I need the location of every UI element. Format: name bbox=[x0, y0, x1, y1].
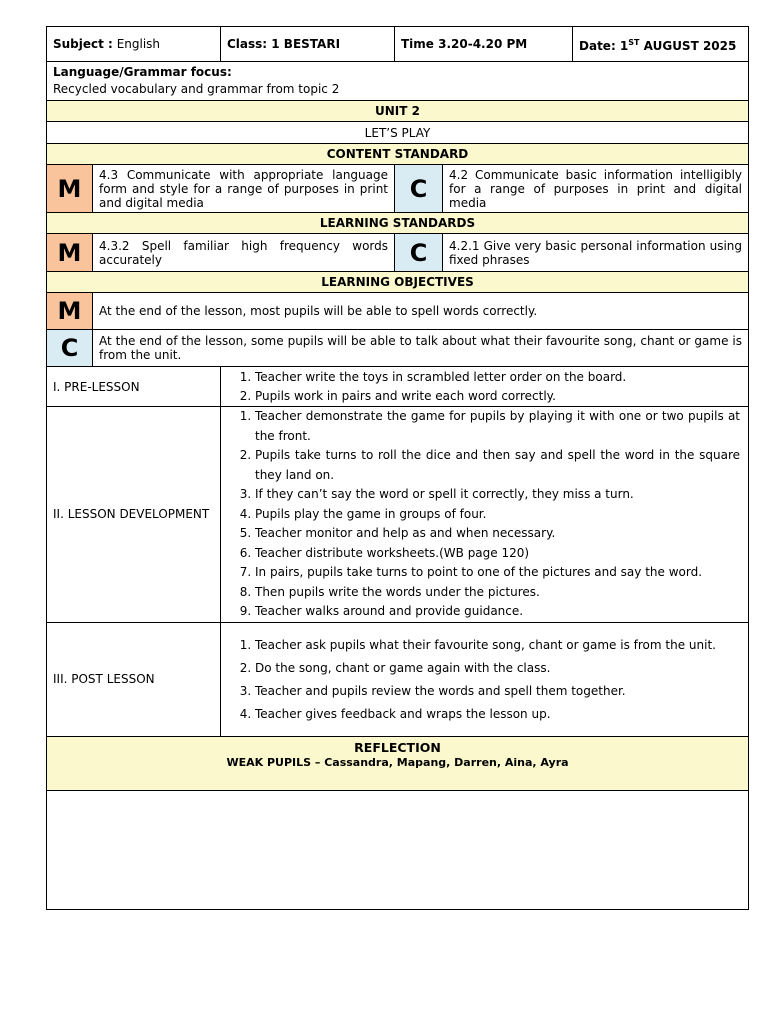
list-item: 1. Teacher demonstrate the game for pupils by playing it with one or two pupils at the front. bbox=[255, 407, 740, 446]
lesson-plan-sheet bbox=[46, 26, 748, 910]
list-item: 3. Teacher and pupils review the words and spell them together. bbox=[255, 681, 740, 701]
weak-pupils-text: WEAK PUPILS – Cassandra, Mapang, Darren, Aina, Ayra bbox=[226, 755, 569, 769]
lesson-plan-table bbox=[46, 26, 749, 910]
objective-c-text: At the end of the lesson, some pupils will be able to talk about what their favourite song, chant or game is from the unit. bbox=[93, 330, 749, 367]
list-item: 5. Teacher monitor and help as and when necessary. bbox=[255, 524, 740, 544]
list-item: 7. In pairs, pupils take turns to point to one of the pictures and say the word. bbox=[255, 563, 740, 583]
list-item: 3. If they can’t say the word or spell it correctly, they miss a turn. bbox=[255, 485, 740, 505]
objective-m-text: At the end of the lesson, most pupils will be able to spell words correctly. bbox=[93, 293, 749, 330]
list-item: 2. Pupils work in pairs and write each word correctly. bbox=[255, 387, 740, 406]
pre-lesson-steps-cell bbox=[221, 367, 749, 407]
list-item: 8. Then pupils write the words under the pictures. bbox=[255, 583, 740, 603]
list-item: 4. Teacher gives feedback and wraps the lesson up. bbox=[255, 704, 740, 724]
list-item: 2. Pupils take turns to roll the dice and then say and spell the word in the square they land on. bbox=[255, 446, 740, 485]
reflection-notes-row bbox=[47, 790, 749, 909]
content-standard-heading-row bbox=[47, 144, 749, 165]
lesson-development-label: II. LESSON DEVELOPMENT bbox=[47, 407, 221, 623]
pre-lesson-label: I. PRE-LESSON bbox=[47, 367, 221, 407]
reflection-row bbox=[47, 736, 749, 790]
objective-c-row bbox=[47, 330, 749, 367]
unit-title-row bbox=[47, 122, 749, 144]
subject-value: English bbox=[116, 37, 161, 51]
objective-m-row bbox=[47, 293, 749, 330]
post-lesson-row bbox=[47, 622, 749, 736]
learning-standards-heading: LEARNING STANDARDS bbox=[47, 213, 749, 234]
post-lesson-steps-cell bbox=[221, 622, 749, 736]
learning-standards-m-badge: M bbox=[47, 234, 93, 272]
lesson-development-row bbox=[47, 407, 749, 623]
reflection-heading: REFLECTION bbox=[354, 739, 441, 755]
post-lesson-label: III. POST LESSON bbox=[47, 622, 221, 736]
list-item: 1. Teacher write the toys in scrambled letter order on the board. bbox=[255, 368, 740, 387]
class-cell: Class: 1 BESTARI bbox=[221, 27, 395, 62]
content-standard-row bbox=[47, 165, 749, 213]
post-lesson-steps bbox=[227, 635, 740, 724]
content-standard-c-text: 4.2 Communicate basic information intelligibly for a range of purposes in print and digital media bbox=[443, 165, 749, 213]
reflection-notes-area bbox=[47, 790, 749, 909]
focus-value: Recycled vocabulary and grammar from topic 2 bbox=[53, 82, 340, 96]
subject-cell bbox=[47, 27, 221, 62]
learning-standards-c-text: 4.2.1 Give very basic personal information using fixed phrases bbox=[443, 234, 749, 272]
list-item: 2. Do the song, chant or game again with the class. bbox=[255, 658, 740, 678]
header-row bbox=[47, 27, 749, 62]
pre-lesson-steps bbox=[227, 368, 740, 405]
learning-standards-heading-row bbox=[47, 213, 749, 234]
lesson-development-steps bbox=[227, 407, 740, 622]
list-item: 6. Teacher distribute worksheets.(WB page 120) bbox=[255, 544, 740, 564]
objective-c-badge: C bbox=[47, 330, 93, 367]
time-cell: Time 3.20-4.20 PM bbox=[395, 27, 573, 62]
learning-objectives-heading-row bbox=[47, 272, 749, 293]
unit-row bbox=[47, 101, 749, 122]
content-standard-m-text: 4.3 Communicate with appropriate language form and style for a range of purposes in print and digital media bbox=[93, 165, 395, 213]
reflection-cell bbox=[47, 736, 749, 790]
focus-label: Language/Grammar focus: bbox=[53, 65, 232, 79]
date-prefix: Date: 1 bbox=[579, 38, 629, 53]
list-item: 9. Teacher walks around and provide guidance. bbox=[255, 602, 740, 622]
focus-cell bbox=[47, 62, 749, 101]
pre-lesson-row bbox=[47, 367, 749, 407]
focus-row bbox=[47, 62, 749, 101]
date-sup: ST bbox=[628, 37, 640, 47]
subject-label: Subject : bbox=[53, 37, 113, 51]
list-item: 1. Teacher ask pupils what their favourite song, chant or game is from the unit. bbox=[255, 635, 740, 655]
list-item: 4. Pupils play the game in groups of four. bbox=[255, 505, 740, 525]
lesson-development-steps-cell bbox=[221, 407, 749, 623]
content-standard-heading: CONTENT STANDARD bbox=[47, 144, 749, 165]
content-standard-m-badge: M bbox=[47, 165, 93, 213]
unit-title: LET’S PLAY bbox=[47, 122, 749, 144]
date-cell bbox=[573, 27, 749, 62]
date-suffix: AUGUST 2025 bbox=[639, 38, 737, 53]
learning-standards-m-text: 4.3.2 Spell familiar high frequency words accurately bbox=[93, 234, 395, 272]
objective-m-badge: M bbox=[47, 293, 93, 330]
unit-label: UNIT 2 bbox=[47, 101, 749, 122]
learning-standards-c-badge: C bbox=[395, 234, 443, 272]
content-standard-c-badge: C bbox=[395, 165, 443, 213]
learning-objectives-heading: LEARNING OBJECTIVES bbox=[47, 272, 749, 293]
learning-standards-row bbox=[47, 234, 749, 272]
